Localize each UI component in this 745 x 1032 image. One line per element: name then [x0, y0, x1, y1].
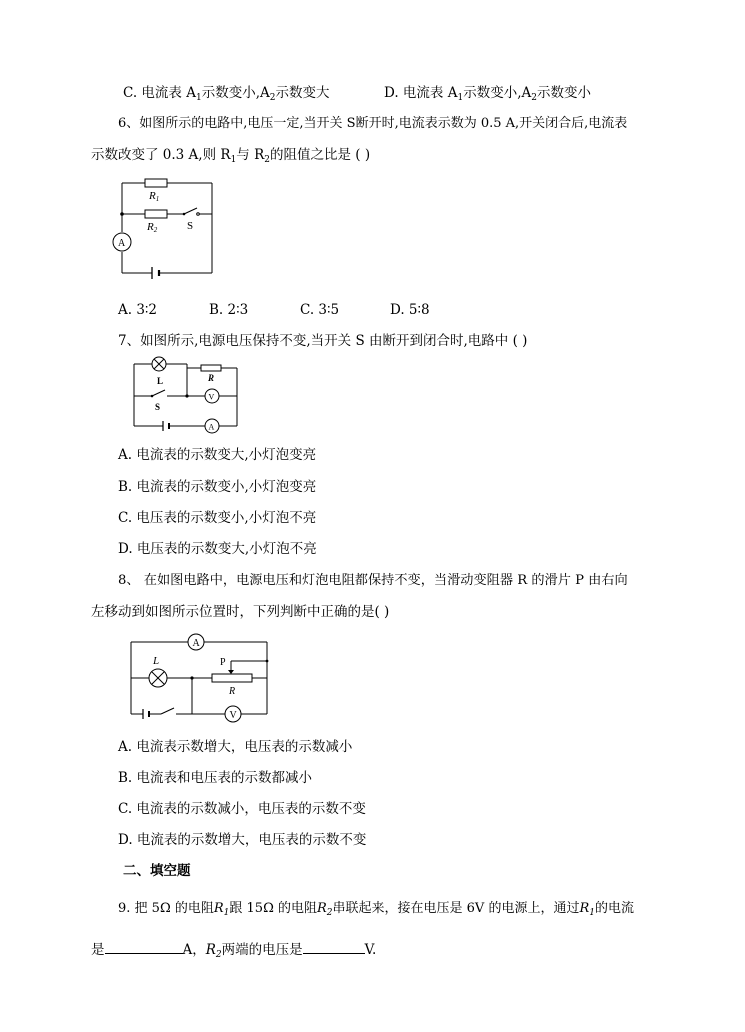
q7-option-b: B. 电流表的示数变小,小灯泡变亮 [118, 479, 317, 495]
q9-r2: R [316, 901, 327, 916]
q6-ammeter-label: A [118, 238, 126, 249]
q9-line2-b: A， [182, 942, 206, 958]
q9-line1-b: 跟 15Ω 的电阻 [229, 901, 317, 916]
q7-resistor-label: R [208, 373, 215, 383]
q5-option-c-text-a: C. 电流表 A [123, 85, 196, 101]
q6-option-c: C. 3∶5 [300, 302, 340, 318]
q8-voltmeter-label: V [229, 710, 237, 721]
q8-option-c: C. 电流表的示数减小，电压表的示数不变 [118, 801, 366, 817]
q5-option-d-text-b: 示数变小,A [463, 85, 532, 101]
q7-circuit-diagram [125, 356, 245, 440]
q9-line1-a: 9. 把 5Ω 的电阻 [118, 901, 214, 916]
q7-option-d: D. 电压表的示数变大,小灯泡不亮 [118, 541, 317, 557]
q9-line2-d: V. [364, 942, 377, 958]
q8-stem-line2: 左移动到如图所示位置时，下列判断中正确的是( ) [91, 604, 390, 620]
q8-stem-line1: 8、 在如图电路中，电源电压和灯泡电阻都保持不变，当滑动变阻器 R 的滑片 P 由右向 [118, 573, 628, 588]
q9-r1: R [213, 901, 224, 916]
q6-switch-label: S [187, 220, 194, 232]
q7-stem: 7、如图所示,电源电压保持不变,当开关 S 由断开到闭合时,电路中 ( ) [118, 333, 528, 349]
q7-voltmeter-label: V [208, 392, 215, 402]
q6-line2-a: 示数改变了 0.3 A,则 R [91, 147, 231, 163]
q5-option-d-text-a: D. 电流表 A [384, 85, 458, 101]
answer-blank-1[interactable] [105, 941, 183, 954]
subscript: 2 [326, 908, 333, 918]
q7-option-a: A. 电流表的示数变大,小灯泡变亮 [118, 447, 317, 463]
q6-option-d: D. 5∶8 [390, 302, 430, 318]
q8-circuit-diagram [125, 630, 273, 722]
q8-resistor-label: R [229, 686, 236, 697]
q9-line2-c: 两端的电压是 [221, 942, 303, 958]
q8-option-b: B. 电流表和电压表的示数都减小 [118, 770, 313, 786]
q8-slider-label: P [220, 657, 226, 668]
q6-circuit-diagram [100, 170, 220, 282]
q5-option-c-text-c: 示数变大 [275, 85, 330, 101]
q6-option-b: B. 2∶3 [209, 302, 249, 318]
subscript: 2 [215, 950, 222, 960]
q6-stem-line1: 6、如图所示的电路中,电压一定,当开关 S断开时,电流表示数为 0.5 A,开关闭合后,电流表 [118, 116, 628, 131]
q6-r2-label: R2 [147, 221, 158, 234]
q6-stem-line2 [91, 146, 370, 169]
q9-line1-c: 串联起来，接在电压是 6V 的电源上，通过 [332, 901, 580, 916]
q7-option-c: C. 电压表的示数变小,小灯泡不亮 [118, 510, 317, 526]
subscript: 2 [264, 155, 270, 165]
q6-r1-label: R1 [149, 190, 160, 203]
q8-lamp-label: L [153, 655, 160, 667]
answer-blank-2[interactable] [303, 941, 365, 954]
q6-option-a: A. 3∶2 [118, 302, 158, 318]
q5-option-c [123, 84, 330, 107]
q7-switch-label: S [155, 402, 161, 412]
q6-line2-b: 与 R [236, 147, 265, 163]
q8-option-a: A. 电流表示数增大，电压表的示数减小 [118, 739, 353, 755]
q5-option-d [384, 84, 591, 107]
q7-lamp-label: L [157, 376, 164, 386]
q8-ammeter-label: A [192, 638, 200, 649]
subscript: 1 [195, 93, 202, 103]
q9-r3: R [579, 901, 590, 916]
q5-option-c-text-b: 示数变小,A [201, 85, 270, 101]
q9-line1-d: 的电流 [594, 901, 634, 916]
q9-line2-a: 是 [91, 942, 105, 958]
subscript: 1 [457, 93, 464, 103]
q5-option-d-text-c: 示数变小 [536, 85, 591, 101]
subscript: 2 [531, 93, 537, 103]
q9-stem-line1 [118, 900, 634, 922]
q8-option-d: D. 电流表的示数增大，电压表的示数不变 [118, 832, 367, 848]
section-heading: 二、填空题 [123, 863, 191, 879]
subscript: 1 [589, 908, 595, 918]
q7-ammeter-label: A [208, 422, 215, 432]
q9-stem-line2 [91, 941, 376, 964]
q9-r2-symbol: R [205, 942, 216, 958]
subscript: 1 [230, 155, 237, 165]
q6-line2-c: 的阻值之比是 ( ) [270, 147, 371, 163]
subscript: 1 [223, 908, 230, 918]
subscript: 2 [269, 93, 276, 103]
